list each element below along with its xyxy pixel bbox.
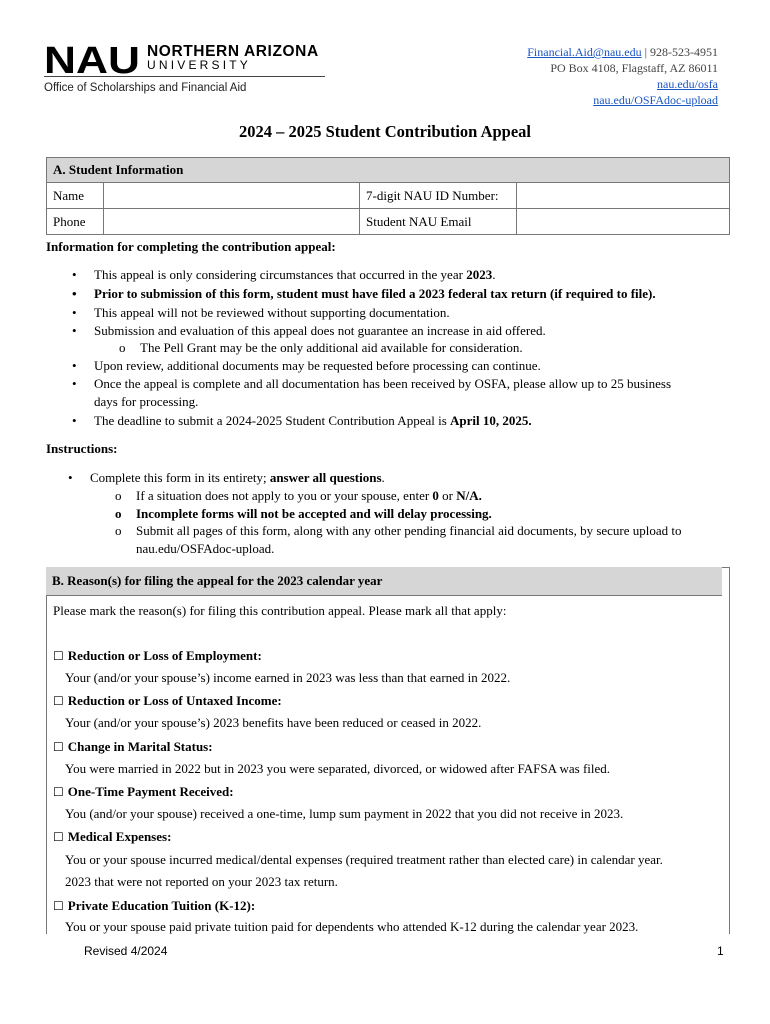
checkbox-icon: ☐ <box>53 785 64 799</box>
page-title: 2024 – 2025 Student Contribution Appeal <box>238 122 531 141</box>
instruction-sub-2: o Incomplete forms will not be accepted and will delay processing. <box>136 505 492 523</box>
checkbox-icon: ☐ <box>53 830 64 844</box>
reason-untaxed-income-checkbox[interactable]: ☐ Reduction or Loss of Untaxed Income: <box>53 693 282 708</box>
osfa-website-link[interactable]: nau.edu/osfa <box>657 77 718 91</box>
reason-marital-status-checkbox[interactable]: ☐ Change in Marital Status: <box>53 739 213 754</box>
info-bullet-5: • Upon review, additional documents may be requested before processing can continue. <box>94 357 541 375</box>
university-name-line1: NORTHERN ARIZONA <box>147 43 319 60</box>
reason-employment-desc: Your (and/or your spouse’s) income earned in 2023 was less than that earned in 2022. <box>65 670 511 685</box>
logo-divider <box>44 76 325 77</box>
section-a-heading: A. Student Information <box>47 158 730 183</box>
info-bullet-3: • This appeal will not be reviewed without supporting documentation. <box>94 304 450 322</box>
reason-employment-checkbox[interactable]: ☐ Reduction or Loss of Employment: <box>53 648 262 663</box>
instruction-bullet-1: • Complete this form in its entirety; answer all questions. <box>90 469 385 487</box>
info-heading: Information for completing the contribution appeal: <box>46 239 336 254</box>
student-info-table <box>46 157 730 235</box>
name-field[interactable] <box>104 183 360 209</box>
phone-number: | 928-523-4951 <box>641 45 718 59</box>
phone-field[interactable] <box>104 209 360 235</box>
checkbox-icon: ☐ <box>53 649 64 663</box>
contact-block <box>527 44 718 108</box>
checkbox-icon: ☐ <box>53 694 64 708</box>
section-b-heading: B. Reason(s) for filing the appeal for the 2023 calendar year <box>46 567 722 596</box>
info-bullet-6: • Once the appeal is complete and all documentation has been received by OSFA, please allow up to 25 business days for processing. <box>94 375 671 411</box>
reason-medical-expenses-desc: You or your spouse incurred medical/dental expenses (required treatment rather than elected care) in calendar year. 2023 that were not reported on your 2023 tax return. <box>65 852 663 889</box>
doc-upload-link[interactable]: nau.edu/OSFAdoc-upload <box>593 93 718 107</box>
email-link[interactable]: Financial.Aid@nau.edu <box>527 45 642 59</box>
checkbox-icon: ☐ <box>53 740 64 754</box>
instruction-sub-3: o Submit all pages of this form, along with any other pending financial aid documents, by secure upload to nau.edu/OSFAdoc-upload. <box>136 522 682 558</box>
office-name: Office of Scholarships and Financial Aid <box>44 82 247 94</box>
info-bullet-2: • Prior to submission of this form, student must have filed a 2023 federal tax return (if required to file). <box>94 285 656 303</box>
reason-private-tuition-desc: You or your spouse paid private tuition paid for dependents who attended K-12 during the calendar year 2023. <box>65 919 639 934</box>
reason-untaxed-income-desc: Your (and/or your spouse’s) 2023 benefits have been reduced or ceased in 2022. <box>65 715 482 730</box>
phone-label: Phone <box>47 209 104 235</box>
mailing-address: PO Box 4108, Flagstaff, AZ 86011 <box>550 61 718 75</box>
reason-one-time-payment-desc: You (and/or your spouse) received a one-time, lump sum payment in 2022 that you did not receive in 2023. <box>65 806 624 821</box>
reason-one-time-payment-checkbox[interactable]: ☐ One-Time Payment Received: <box>53 784 234 799</box>
email-label: Student NAU Email <box>360 209 517 235</box>
upload-link-text: nau.edu/OSFAdoc-upload. <box>136 541 275 556</box>
instruction-sub-1: o If a situation does not apply to you or your spouse, enter 0 or N/A. <box>136 487 482 505</box>
page-number: 1 <box>717 944 724 958</box>
university-name-line2: UNIVERSITY <box>147 58 252 72</box>
reason-marital-status-desc: You were married in 2022 but in 2023 you were separated, divorced, or widowed after FAFSA was filed. <box>65 761 611 776</box>
instructions-heading: Instructions: <box>46 441 118 456</box>
info-bullet-4: • Submission and evaluation of this appeal does not guarantee an increase in aid offered. <box>94 322 546 340</box>
info-bullet-1: • This appeal is only considering circumstances that occurred in the year 2023. <box>94 266 495 284</box>
reason-private-tuition-checkbox[interactable]: ☐ Private Education Tuition (K-12): <box>53 898 256 913</box>
info-subbullet-pell: o The Pell Grant may be the only additional aid available for consideration. <box>140 339 523 357</box>
id-field[interactable] <box>517 183 730 209</box>
section-b-intro: Please mark the reason(s) for filing this contribution appeal. Please mark all that apply: <box>53 603 507 618</box>
checkbox-icon: ☐ <box>53 899 64 913</box>
id-label: 7-digit NAU ID Number: <box>360 183 517 209</box>
reason-medical-expenses-checkbox[interactable]: ☐ Medical Expenses: <box>53 829 172 844</box>
nau-logo-mark <box>44 44 142 76</box>
revision-date: Revised 4/2024 <box>84 944 168 958</box>
name-label: Name <box>47 183 104 209</box>
nau-logo-text: NAU <box>44 44 140 76</box>
email-field[interactable] <box>517 209 730 235</box>
info-bullet-7: • The deadline to submit a 2024-2025 Student Contribution Appeal is April 10, 2025. <box>94 412 532 430</box>
